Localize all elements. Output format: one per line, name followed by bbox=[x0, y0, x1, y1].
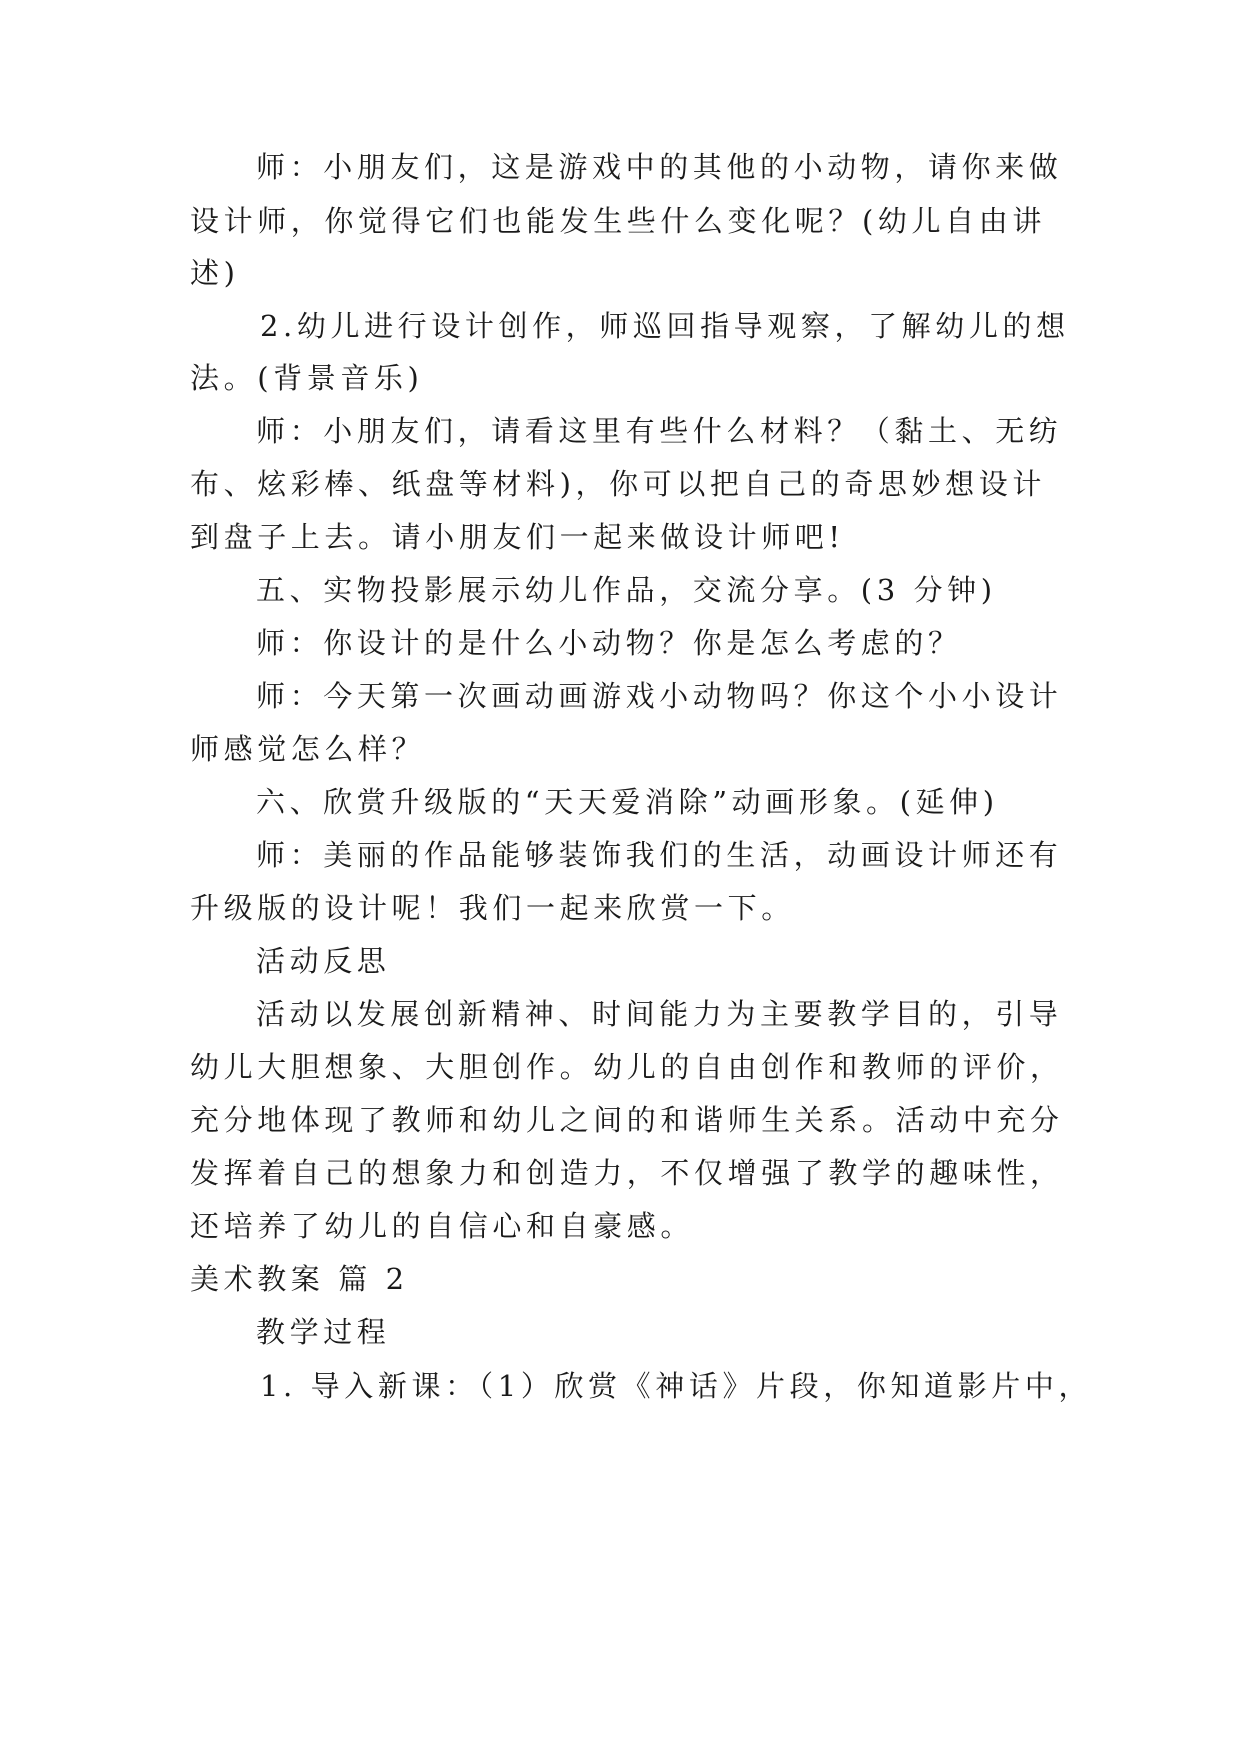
paragraph-line: 师：美丽的作品能够装饰我们的生活，动画设计师还有 bbox=[256, 838, 1063, 872]
paragraph-line: 到盘子上去。请小朋友们一起来做设计师吧! bbox=[190, 520, 845, 554]
section-heading: 六、欣赏升级版的“天天爱消除”动画形象。(延伸) bbox=[256, 785, 999, 819]
document-title: 美术教案 篇 2 bbox=[190, 1262, 409, 1296]
paragraph-line: 师：小朋友们，这是游戏中的其他的小动物，请你来做 bbox=[256, 150, 1063, 184]
paragraph-line: 设计师，你觉得它们也能发生些什么变化呢？(幼儿自由讲 bbox=[190, 204, 1046, 238]
paragraph-line: 布、炫彩棒、纸盘等材料)，你可以把自己的奇思妙想设计 bbox=[190, 467, 1046, 501]
paragraph-line: 师：小朋友们，请看这里有些什么材料？（黏土、无纺 bbox=[256, 414, 1063, 448]
paragraph-line: 师感觉怎么样？ bbox=[190, 732, 426, 766]
paragraph-line: 升级版的设计呢！我们一起来欣赏一下。 bbox=[190, 891, 795, 925]
paragraph-line: 幼儿大胆想象、大胆创作。幼儿的自由创作和教师的评价， bbox=[190, 1050, 1064, 1084]
section-heading: 活动反思 bbox=[256, 944, 391, 978]
section-heading: 五、实物投影展示幼儿作品，交流分享。(3 分钟) bbox=[256, 573, 997, 607]
paragraph-line: 师：今天第一次画动画游戏小动物吗？你这个小小设计 bbox=[256, 679, 1063, 713]
paragraph-line: 述) bbox=[190, 256, 240, 290]
paragraph-line: 师：你设计的是什么小动物？你是怎么考虑的？ bbox=[256, 626, 962, 660]
paragraph-line: 还培养了幼儿的自信心和自豪感。 bbox=[190, 1209, 695, 1243]
section-heading: 教学过程 bbox=[256, 1315, 391, 1349]
paragraph-line: 1. 导入新课：（1）欣赏《神话》片段，你知道影片中， bbox=[260, 1369, 1093, 1403]
paragraph-line: 2.幼儿进行设计创作，师巡回指导观察，了解幼儿的想 bbox=[260, 309, 1070, 343]
paragraph-line: 活动以发展创新精神、时间能力为主要教学目的，引导 bbox=[256, 997, 1063, 1031]
paragraph-line: 法。(背景音乐) bbox=[190, 361, 424, 395]
paragraph-line: 充分地体现了教师和幼儿之间的和谐师生关系。活动中充分 bbox=[190, 1103, 1064, 1137]
paragraph-line: 发挥着自己的想象力和创造力，不仅增强了教学的趣味性， bbox=[190, 1156, 1064, 1190]
